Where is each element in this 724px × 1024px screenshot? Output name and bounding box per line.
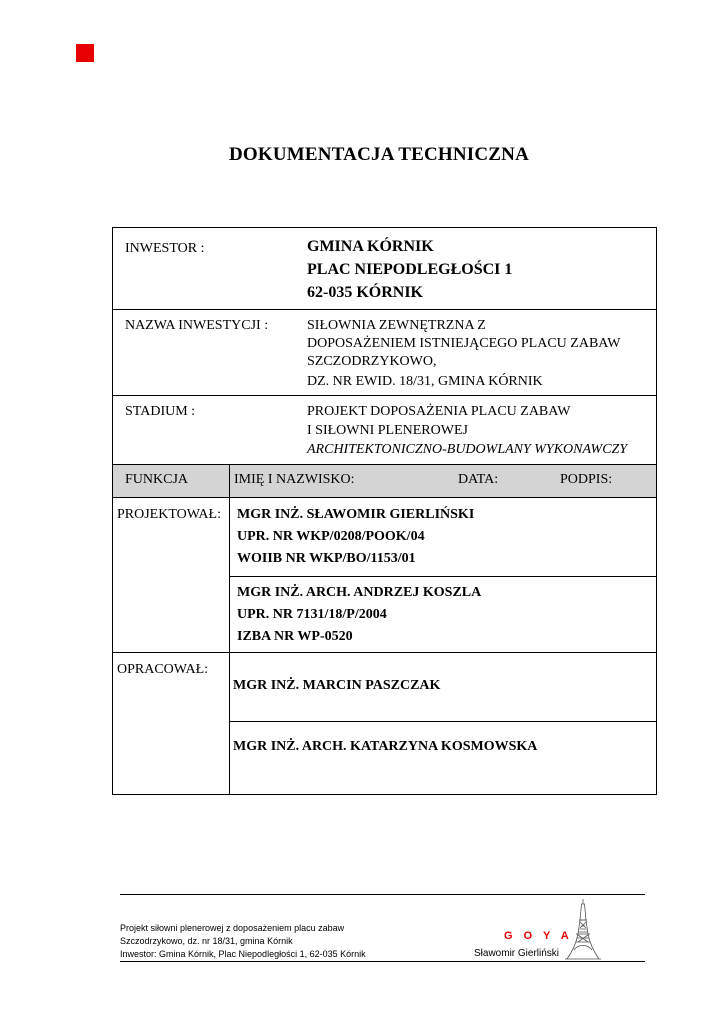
- row-divider: [113, 652, 656, 653]
- investment-line-2: DOPOSAŻENIEM ISTNIEJĄCEGO PLACU ZABAW: [307, 336, 621, 351]
- designer-1-name: MGR INŻ. SŁAWOMIR GIERLIŃSKI: [237, 507, 475, 522]
- eiffel-tower-logo-icon: [563, 898, 603, 960]
- stage-line-1: PROJEKT DOPOSAŻENIA PLACU ZABAW: [307, 404, 571, 419]
- row-divider: [113, 309, 656, 310]
- row-divider: [113, 464, 656, 465]
- investment-line-1: SIŁOWNIA ZEWNĘTRZNA Z: [307, 318, 486, 333]
- designed-label: PROJEKTOWAŁ:: [117, 507, 221, 522]
- stage-label: STADIUM :: [125, 404, 196, 419]
- row-divider: [229, 721, 656, 722]
- column-divider: [229, 464, 230, 794]
- investor-label: INWESTOR :: [125, 241, 205, 256]
- footer-bottom-rule: [120, 961, 645, 962]
- designer-1-license: UPR. NR WKP/0208/POOK/04: [237, 529, 425, 544]
- preparer-2-name: MGR INŻ. ARCH. KATARZYNA KOSMOWSKA: [233, 739, 538, 754]
- header-signature: PODPIS:: [560, 472, 613, 487]
- title-block-table: [112, 227, 657, 795]
- footer-line-1: Projekt siłowni plenerowej z doposażeniem placu zabaw: [120, 923, 345, 933]
- header-name: IMIĘ I NAZWISKO:: [234, 472, 355, 487]
- footer-line-3: Inwestor: Gmina Kórnik, Plac Niepodległości 1, 62-035 Kórnik: [120, 949, 366, 959]
- designer-2-name: MGR INŻ. ARCH. ANDRZEJ KOSZLA: [237, 585, 482, 600]
- investment-label: NAZWA INWESTYCJI :: [125, 318, 269, 333]
- investor-address: PLAC NIEPODLEGŁOŚCI 1: [307, 261, 513, 278]
- brand-name: G O Y A: [504, 930, 573, 942]
- author-name: Sławomir Gierliński: [474, 948, 560, 959]
- designer-1-chamber: WOIIB NR WKP/BO/1153/01: [237, 551, 416, 566]
- investment-line-4: DZ. NR EWID. 18/31, GMINA KÓRNIK: [307, 374, 543, 389]
- investment-line-3: SZCZODRZYKOWO,: [307, 354, 437, 369]
- header-function: FUNKCJA: [125, 472, 189, 487]
- footer-line-2: Szczodrzykowo, dz. nr 18/31, gmina Kórnik: [120, 936, 293, 946]
- preparer-1-name: MGR INŻ. MARCIN PASZCZAK: [233, 678, 441, 693]
- footer-top-rule: [120, 894, 645, 895]
- row-divider: [113, 395, 656, 396]
- designer-2-license: UPR. NR 7131/18/P/2004: [237, 607, 387, 622]
- row-divider: [229, 576, 656, 577]
- red-marker-square: [76, 44, 94, 62]
- investor-postcode: 62-035 KÓRNIK: [307, 284, 423, 301]
- stage-line-3: ARCHITEKTONICZNO-BUDOWLANY WYKONAWCZY: [307, 442, 628, 457]
- header-date: DATA:: [458, 472, 499, 487]
- row-divider: [113, 497, 656, 498]
- prepared-label: OPRACOWAŁ:: [117, 662, 209, 677]
- document-title: DOKUMENTACJA TECHNICZNA: [228, 144, 529, 165]
- investor-name: GMINA KÓRNIK: [307, 238, 434, 255]
- designer-2-chamber: IZBA NR WP-0520: [237, 629, 353, 644]
- stage-line-2: I SIŁOWNI PLENEROWEJ: [307, 423, 468, 438]
